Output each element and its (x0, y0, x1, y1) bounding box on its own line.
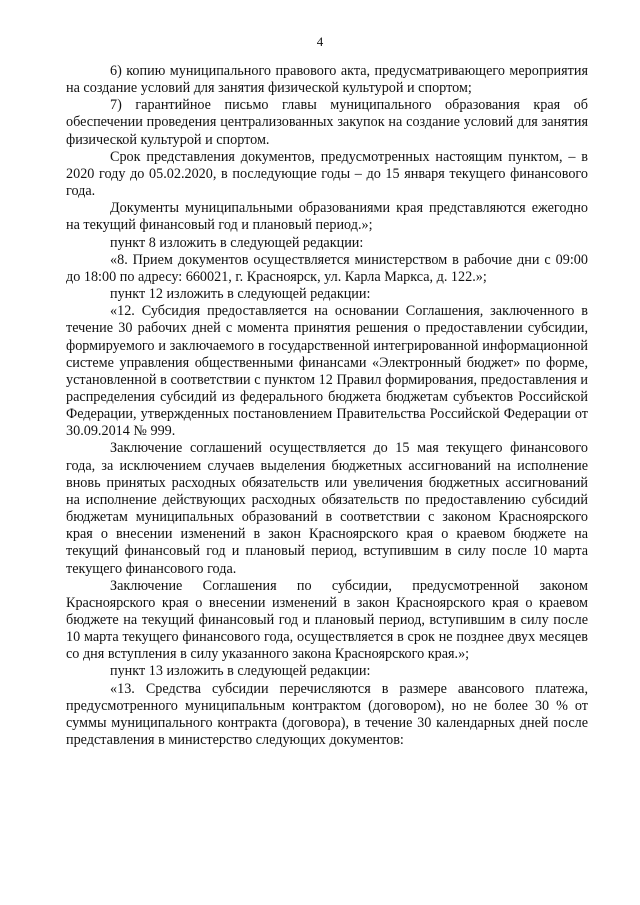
paragraph-amend-clause-8: пункт 8 изложить в следующей редакции: (110, 234, 364, 251)
page-number: 4 (316, 34, 324, 49)
document-body (66, 63, 588, 749)
paragraph-clause-8: «8. Прием документов осуществляется министерством в рабочие дни с 09:00 до 18:00 по адресу: 660021, г. Красноярск, ул. Карла Маркса, д. 122.»; (66, 251, 588, 285)
paragraph-clause-12: «12. Субсидия предоставляется на основании Соглашения, заключенного в течение 30 рабочих дней с момента принятия решения о предоставлении субсидии, формируемого и заключаемого в государственной интегрированной информационной системе управления общественными финансами «Электронный бюджет» по форме, установленной в соответствии с пунктом 12 Правил формирования, предоставления и распределения субсидий из федерального бюджета бюджетам субъектов Российской Федерации, утвержденных постановлением Правительства Российской Федерации от 30.09.2014 № 999. (66, 303, 588, 440)
paragraph-documents-annual: Документы муниципальными образованиями края представляются ежегодно на текущий финансовый год и плановый период.»; (66, 200, 588, 234)
paragraph-item-6: 6) копию муниципального правового акта, предусматривающего мероприятия на создание условий для занятия физической культурой и спортом; (66, 63, 588, 97)
paragraph-agreements-deadline: Заключение соглашений осуществляется до 15 мая текущего финансового года, за исключением случаев выделения бюджетных ассигнований на исполнение вновь принятых расходных обязательств или увеличения бюджетных ассигнований на исполнение действующих расходных обязательств по предоставлению субсидий бюджетам муниципальных образований в соответствии с законом Красноярского края о внесении изменений в закон Красноярского края о краевом бюджете на текущий финансовый год и плановый период, вступившим в силу после 10 марта текущего финансового года. (66, 440, 588, 577)
paragraph-item-7: 7) гарантийное письмо главы муниципального образования края об обеспечении проведения централизованных закупок на создание условий для занятия физической культурой и спортом. (66, 97, 588, 148)
paragraph-deadline: Срок представления документов, предусмотренных настоящим пунктом, – в 2020 году до 05.02.2020, в последующие годы – до 15 января текущего финансового года. (66, 148, 588, 200)
paragraph-agreement-conclusion: Заключение Соглашения по субсидии, предусмотренной законом Красноярского края о внесении изменений в закон Красноярского края о краевом бюджете на текущий финансовый год и плановый период, вступившим в силу после 10 марта текущего финансового года, осуществляется в срок не позднее двух месяцев со дня вступления в силу указанного закона Красноярского края.»; (66, 577, 588, 663)
paragraph-clause-13: «13. Средства субсидии перечисляются в размере авансового платежа, предусмотренного муниципальным контрактом (договором), но не более 30 % от суммы муниципального контракта (договора), в течение 30 календарных дней после представления в министерство следующих документов: (66, 680, 588, 749)
paragraph-amend-clause-13: пункт 13 изложить в следующей редакции: (110, 663, 371, 680)
paragraph-amend-clause-12: пункт 12 изложить в следующей редакции: (110, 286, 371, 303)
